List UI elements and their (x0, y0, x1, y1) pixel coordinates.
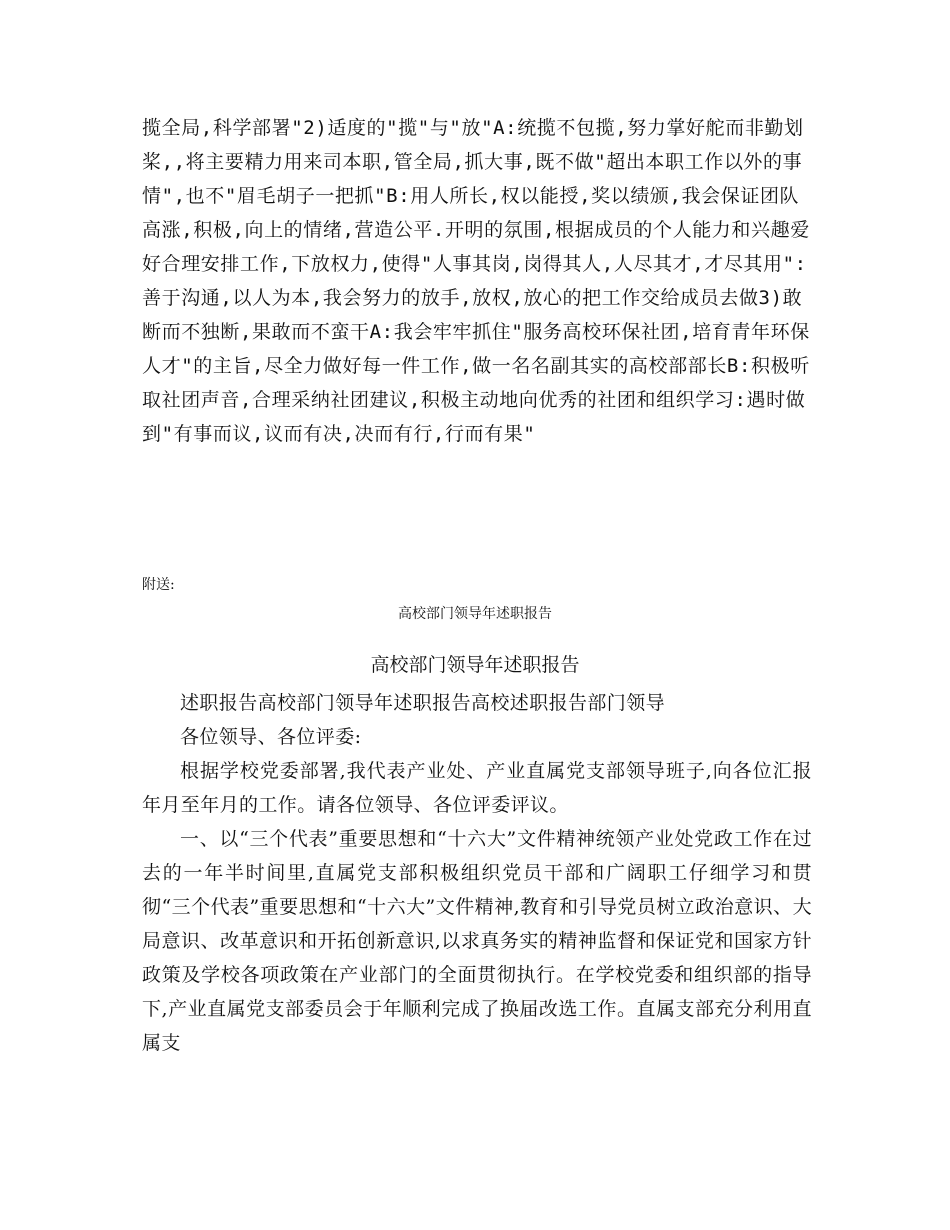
appendix-label: 附送: (142, 577, 175, 593)
continuation-text (142, 111, 812, 451)
appendix-title: 高校部门领导年述职报告 (398, 606, 552, 622)
continuation-paragraph: 揽全局,科学部署"2)适度的"揽"与"放"A:统揽不包揽,努力掌好舵而非勤划桨,,将主要精力用来司本职,管全局,抓大事,既不做"超出本职工作以外的事情",也不"眉毛胡子一把抓"B:用人所长,权以能授,奖以绩颁,我会保证团队高涨,积极,向上的情绪,营造公平.开明的氛围,根据成员的个人能力和兴趣爱好合理安排工作,下放权力,使得"人事其岗,岗得其人,人尽其才,才尽其用":善于沟通,以人为本,我会努力的放手,放权,放心的把工作交给成员去做3)敢断而不独断,果敢而不蛮干A:我会牢牢抓住"服务高校环保社团,培育青年环保人才"的主旨,尽全力做好每一件工作,做一名名副其实的高校部部长B:积极听取社团声音,合理采纳社团建议,积极主动地向优秀的社团和组织学习:遇时做到"有事而议,议而有决,决而有行,行而有果" (142, 117, 810, 445)
report-paragraph-section-1: 一、以“三个代表”重要思想和“十六大”文件精神统领产业处党政工作在过去的一年半时间里,直属党支部积极组织党员干部和广阔职工仔细学习和贯彻“三个代表”重要思想和“十六大”文件精神,教育和引导党员树立政治意识、大局意识、改革意识和开拓创新意识,以求真务实的精神监督和保证党和国家方针政策及学校各项政策在产业部门的全面贯彻执行。在学校党委和组织部的指导下,产业直属党支部委员会于年顺利完成了换届改选工作。直属支部充分利用直属支 (142, 828, 812, 1054)
report-paragraph-keywords: 述职报告高校部门领导年述职报告高校述职报告部门领导 (180, 692, 666, 714)
report-body (142, 686, 812, 1060)
report-paragraph-salutation: 各位领导、各位评委: (180, 726, 362, 748)
report-title: 高校部门领导年述职报告 (370, 654, 580, 676)
report-paragraph-intro: 根据学校党委部署,我代表产业处、产业直属党支部领导班子,向各位汇报年月至年月的工作。请各位领导、各位评委评议。 (142, 760, 812, 816)
